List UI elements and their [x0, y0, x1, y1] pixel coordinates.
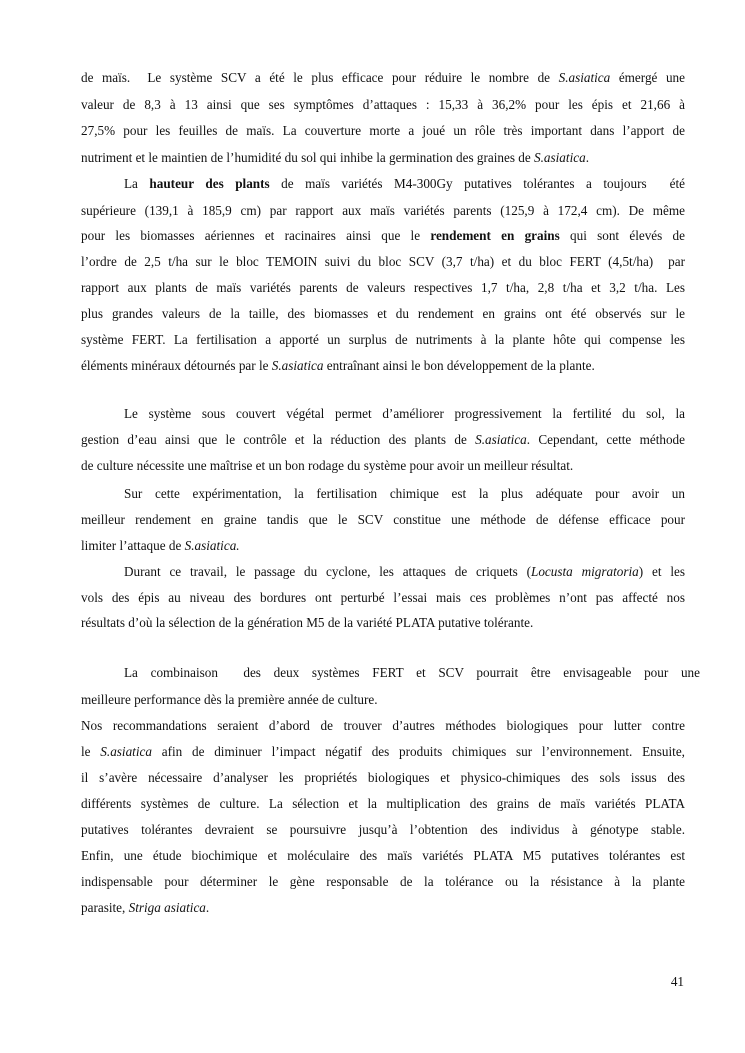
text-line — [81, 458, 685, 474]
text-line — [81, 228, 685, 244]
text-run: de maïs. Le système SCV a été le plus efficace pour réduire le nombre de — [81, 70, 559, 85]
text-run: afin de diminuer l’impact négatif des produits chimiques sur l’environnement. Ensuite, — [151, 744, 685, 759]
text-run: il s’avère nécessaire d’analyser les propriétés biologiques et physico-chimiques des sols issus des — [81, 770, 685, 785]
text-line — [124, 486, 685, 502]
text-line — [124, 406, 685, 422]
text-run: supérieure (139,1 à 185,9 cm) par rapport aux maïs variétés parents (125,9 à 172,4 cm). De même — [81, 203, 685, 218]
italic-text: Locusta migratoria — [531, 564, 639, 579]
text-run: vols des épis au niveau des bordures ont perturbé l’essai mais ces problèmes n’ont pas affecté nos — [81, 590, 685, 605]
text-line — [81, 615, 685, 631]
text-line — [81, 332, 685, 348]
italic-text: S.asiatica. — [184, 538, 240, 553]
text-line — [81, 538, 685, 554]
text-run: plus grandes valeurs de la taille, des biomasses et du rendement en grains ont été observés sur le — [81, 306, 685, 321]
text-run: système FERT. La fertilisation a apporté un surplus de nutriments à la plante hôte qui compense les — [81, 332, 685, 347]
text-line — [81, 744, 685, 760]
text-run: l’ordre de 2,5 t/ha sur le bloc TEMOIN suivi du bloc SCV (3,7 t/ha) et du bloc FERT (4,5t/ha) par — [81, 254, 685, 269]
italic-text: Striga asiatica — [128, 900, 206, 915]
text-run: pour les biomasses aériennes et racinaires ainsi que le — [81, 228, 431, 243]
text-line — [81, 718, 685, 734]
text-line — [81, 512, 685, 528]
text-run: meilleur rendement en graine tandis que le SCV constitue une méthode de défense efficace pour — [81, 512, 685, 527]
text-run: . — [205, 900, 210, 915]
text-line — [81, 306, 685, 322]
text-line — [81, 692, 685, 708]
text-line — [81, 70, 685, 86]
text-run: émergé une — [610, 70, 686, 85]
text-run: indispensable pour déterminer le gène responsable de la tolérance ou la résistance à la plante — [81, 874, 685, 889]
text-run: putatives tolérantes devraient se poursuivre jusqu’à l’obtention des individus à génotype stable. — [81, 822, 685, 837]
text-run: qui sont élevés de — [559, 228, 685, 243]
text-run: de culture nécessite une maîtrise et un bon rodage du système pour avoir un meilleur résultat. — [81, 458, 574, 473]
text-line — [81, 123, 685, 139]
text-run: meilleure performance dès la première année de culture. — [81, 692, 378, 707]
text-run: Nos recommandations seraient d’abord de trouver d’autres méthodes biologiques pour lutter contre — [81, 718, 685, 733]
text-line — [81, 150, 685, 166]
text-run: le — [81, 744, 101, 759]
text-run: résultats d’où la sélection de la génération M5 de la variété PLATA putative tolérante. — [81, 615, 534, 630]
text-run: . — [585, 150, 589, 165]
text-run: Durant ce travail, le passage du cyclone, les attaques de criquets ( — [124, 564, 531, 579]
text-line — [81, 203, 685, 219]
text-line — [81, 254, 685, 270]
text-run: parasite, — [81, 900, 129, 915]
text-run: limiter l’attaque de — [81, 538, 185, 553]
text-run: . Cependant, cette méthode — [526, 432, 685, 447]
bold-text: rendement en grains — [430, 228, 560, 243]
text-run: La — [124, 176, 150, 191]
text-run: La combinaison des deux systèmes FERT et SCV pourrait être envisageable pour une — [124, 665, 700, 680]
text-line — [81, 874, 685, 890]
text-run: différents systèmes de culture. La sélection et la multiplication des grains de maïs variétés PLATA — [81, 796, 685, 811]
text-line — [124, 564, 685, 580]
italic-text: S.asiatica — [271, 358, 324, 373]
text-run: éléments minéraux détournés par le — [81, 358, 272, 373]
italic-text: S.asiatica — [475, 432, 527, 447]
text-line — [81, 770, 685, 786]
text-line — [124, 665, 700, 681]
text-run: valeur de 8,3 à 13 ainsi que ses symptômes d’attaques : 15,33 à 36,2% pour les épis et 21,66 à — [81, 97, 685, 112]
text-line — [81, 432, 685, 448]
text-line — [81, 822, 685, 838]
text-run: entraînant ainsi le bon développement de la plante. — [323, 358, 595, 373]
text-run: de maïs variétés M4-300Gy putatives tolérantes a toujours été — [269, 176, 685, 191]
text-line — [81, 358, 685, 374]
text-run: gestion d’eau ainsi que le contrôle et la réduction des plants de — [81, 432, 476, 447]
italic-text: S.asiatica — [100, 744, 152, 759]
text-run: nutriment et le maintien de l’humidité du sol qui inhibe la germination des graines de — [81, 150, 535, 165]
text-run: Le système sous couvert végétal permet d’améliorer progressivement la fertilité du sol, la — [124, 406, 685, 421]
text-run: Sur cette expérimentation, la fertilisation chimique est la plus adéquate pour avoir un — [124, 486, 685, 501]
text-run: rapport aux plants de maïs variétés parents de valeurs respectives 1,7 t/ha, 2,8 t/ha et 3,2 t/ha. Les — [81, 280, 685, 295]
text-line — [81, 900, 685, 916]
bold-text: hauteur des plants — [149, 176, 270, 191]
text-line — [81, 796, 685, 812]
text-run: Enfin, une étude biochimique et moléculaire des maïs variétés PLATA M5 putatives tolérantes est — [81, 848, 685, 863]
page-number: 41 — [670, 974, 684, 989]
text-line — [81, 590, 685, 606]
text-line — [81, 280, 685, 296]
italic-text: S.asiatica — [558, 70, 611, 85]
text-run: 27,5% pour les feuilles de maïs. La couverture morte a joué un rôle très important dans l’apport de — [81, 123, 685, 138]
text-line — [124, 176, 685, 192]
text-line — [81, 848, 685, 864]
text-run: ) et les — [638, 564, 686, 579]
text-line — [81, 97, 685, 113]
italic-text: S.asiatica — [534, 150, 586, 165]
